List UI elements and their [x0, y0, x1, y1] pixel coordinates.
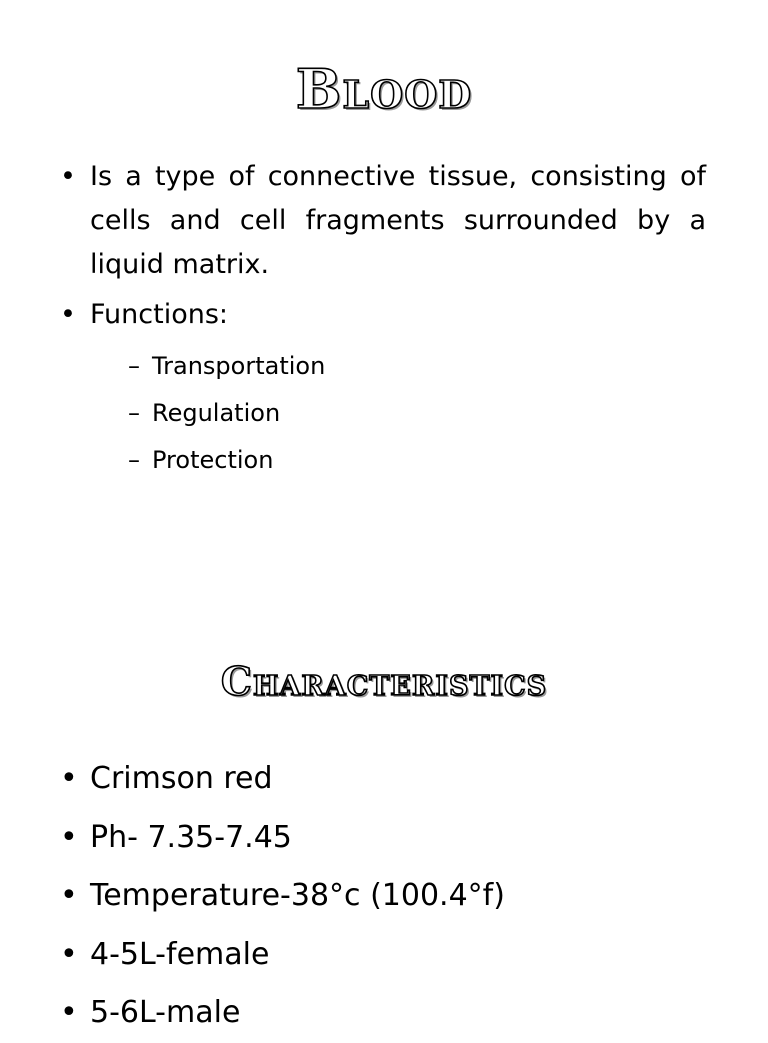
slide-title-blood: Blood: [295, 57, 473, 121]
characteristic-text: Ph- 7.35-7.45: [90, 819, 292, 855]
dash-icon: –: [128, 352, 140, 380]
bullet-icon: •: [60, 878, 78, 913]
definition-text: Is a type of connective tissue, consisting of cells and cell fragments surrounded by a liquid matrix.: [90, 161, 706, 280]
characteristic-text: Temperature-38°c (100.4°f): [90, 878, 505, 913]
characteristic-item: [60, 750, 720, 809]
bullet-definition: [60, 155, 706, 287]
characteristics-bullet-list: [60, 750, 720, 1043]
dash-icon: –: [128, 446, 140, 474]
characteristic-item: [60, 809, 720, 868]
function-item: [90, 390, 706, 437]
functions-label: Functions:: [90, 299, 229, 330]
characteristic-item: [60, 926, 720, 985]
characteristic-text: 5-6L-male: [90, 995, 241, 1030]
bullet-icon: •: [60, 761, 78, 796]
function-text: Transportation: [152, 352, 326, 380]
characteristic-text: 4-5L-female: [90, 936, 270, 972]
bullet-icon: •: [60, 161, 76, 192]
function-item: [90, 437, 706, 484]
function-text: Regulation: [152, 399, 281, 427]
function-text: Protection: [152, 446, 274, 474]
characteristic-item: [60, 984, 720, 1043]
functions-list: [90, 343, 706, 484]
bullet-icon: •: [60, 299, 76, 330]
bullet-functions: [60, 293, 706, 484]
function-item: [90, 343, 706, 390]
bullet-icon: •: [60, 936, 78, 972]
bullet-icon: •: [60, 995, 78, 1030]
slide-title-characteristics: Characteristics: [220, 659, 548, 705]
characteristic-item: [60, 867, 720, 926]
blood-bullet-list: [60, 155, 706, 484]
bullet-icon: •: [60, 819, 78, 855]
characteristic-text: Crimson red: [90, 761, 273, 796]
dash-icon: –: [128, 399, 140, 427]
